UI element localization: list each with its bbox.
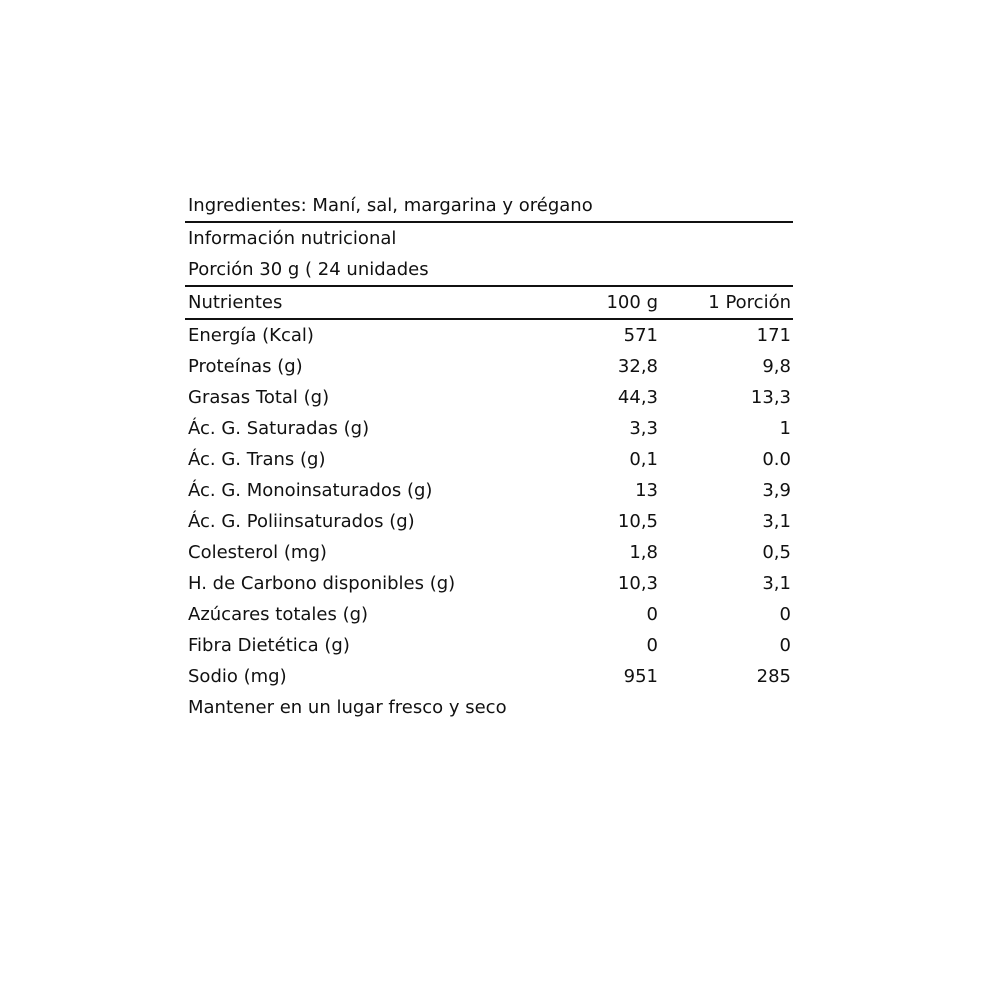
portion-text: Porción 30 g ( 24 unidades xyxy=(188,259,429,280)
value-portion: 171 xyxy=(756,325,791,346)
value-100g: 0,1 xyxy=(629,449,658,470)
table-row xyxy=(185,320,795,351)
table-row xyxy=(185,444,795,475)
value-portion: 13,3 xyxy=(750,387,791,408)
nutrient-name: Azúcares totales (g) xyxy=(188,604,369,625)
value-portion: 0 xyxy=(779,635,791,656)
nutrient-name: Ác. G. Poliinsaturados (g) xyxy=(188,511,415,532)
value-portion: 0 xyxy=(779,604,791,625)
table-row xyxy=(185,537,795,568)
nutrient-name: Proteínas (g) xyxy=(188,356,303,377)
nutrient-name: Fibra Dietética (g) xyxy=(188,635,350,656)
value-100g: 32,8 xyxy=(617,356,658,377)
nutrient-name: Energía (Kcal) xyxy=(188,325,314,346)
value-100g: 44,3 xyxy=(617,387,658,408)
value-100g: 1,8 xyxy=(629,542,658,563)
nutrient-name: Grasas Total (g) xyxy=(188,387,330,408)
nutrition-label xyxy=(185,190,795,723)
table-row xyxy=(185,661,795,692)
value-100g: 571 xyxy=(623,325,658,346)
storage-note: Mantener en un lugar fresco y seco xyxy=(188,697,507,718)
table-row xyxy=(185,475,795,506)
value-100g: 951 xyxy=(623,666,658,687)
value-100g: 0 xyxy=(646,604,658,625)
value-portion: 1 xyxy=(779,418,791,439)
value-portion: 3,1 xyxy=(762,511,791,532)
portion-line xyxy=(185,254,795,285)
value-100g: 3,3 xyxy=(629,418,658,439)
ingredients-text: Ingredientes: Maní, sal, margarina y orégano xyxy=(188,195,593,216)
value-portion: 285 xyxy=(756,666,791,687)
value-portion: 9,8 xyxy=(762,356,791,377)
ingredients-line xyxy=(185,190,795,221)
header-100g: 100 g xyxy=(606,292,658,313)
header-nutrients: Nutrientes xyxy=(188,292,283,313)
table-row xyxy=(185,351,795,382)
nutrient-name: Colesterol (mg) xyxy=(188,542,327,563)
table-row xyxy=(185,568,795,599)
value-portion: 3,9 xyxy=(762,480,791,501)
table-row xyxy=(185,382,795,413)
table-row xyxy=(185,630,795,661)
nutrient-name: Sodio (mg) xyxy=(188,666,287,687)
value-100g: 0 xyxy=(646,635,658,656)
header-portion: 1 Porción xyxy=(708,292,791,313)
table-row xyxy=(185,413,795,444)
value-portion: 0,5 xyxy=(762,542,791,563)
value-100g: 13 xyxy=(635,480,658,501)
info-title-line xyxy=(185,223,795,254)
value-portion: 0.0 xyxy=(762,449,791,470)
nutrient-name: H. de Carbono disponibles (g) xyxy=(188,573,456,594)
info-title-text: Información nutricional xyxy=(188,228,397,249)
table-row xyxy=(185,506,795,537)
footer-line xyxy=(185,692,795,723)
nutrient-name: Ác. G. Trans (g) xyxy=(188,449,326,470)
value-100g: 10,3 xyxy=(617,573,658,594)
nutrient-name: Ác. G. Monoinsaturados (g) xyxy=(188,480,433,501)
nutrient-name: Ác. G. Saturadas (g) xyxy=(188,418,370,439)
table-header-row xyxy=(185,287,795,318)
table-row xyxy=(185,599,795,630)
value-portion: 3,1 xyxy=(762,573,791,594)
value-100g: 10,5 xyxy=(617,511,658,532)
